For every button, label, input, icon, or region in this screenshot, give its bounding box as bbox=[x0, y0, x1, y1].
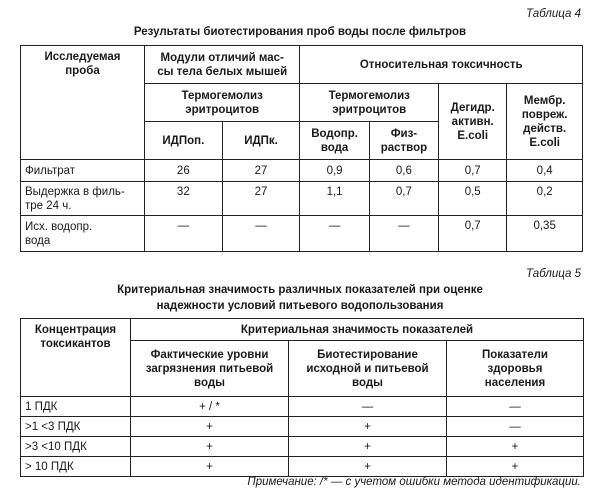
table5-header-actual-levels: Фактические уровни загрязнения питьевой воды bbox=[131, 341, 289, 397]
table4-sample: Выдержка в филь- тре 24 ч. bbox=[21, 182, 145, 216]
table5-note: Примечание: /* — с учетом ошибки метода идентификации. bbox=[247, 476, 581, 488]
table4-header-thermohemolysis-1: Термогемолиз эритроцитов bbox=[144, 84, 299, 122]
table4-cell: 0,7 bbox=[439, 160, 507, 182]
table4-cell: 0,6 bbox=[369, 160, 438, 182]
table-row bbox=[21, 417, 584, 437]
table5-header-concentration: Концентрация токсикантов bbox=[21, 319, 131, 397]
table4-cell: 0,5 bbox=[439, 182, 507, 216]
table4-cell: 0,2 bbox=[507, 182, 583, 216]
table5-cell: + bbox=[289, 437, 447, 457]
table-row bbox=[21, 457, 584, 477]
table5-cell: — bbox=[289, 397, 447, 417]
table4-cell: 0,35 bbox=[507, 216, 583, 252]
table4-header-idp-k: ИДПк. bbox=[222, 122, 300, 160]
table4-cell: 27 bbox=[222, 160, 300, 182]
table4-title: Результаты биотестирования проб воды после фильтров bbox=[133, 26, 467, 38]
table4-cell: 0,9 bbox=[300, 160, 369, 182]
table-row bbox=[21, 182, 583, 216]
table4-header-toxicity: Относительная токсичность bbox=[300, 46, 583, 84]
table5-cell: + / * bbox=[131, 397, 289, 417]
table4-cell: 32 bbox=[144, 182, 222, 216]
table5-cell: + bbox=[131, 457, 289, 477]
table4 bbox=[20, 45, 583, 252]
table5-cell: — bbox=[447, 417, 584, 437]
table4-header-thermohemolysis-2: Термогемолиз эритроцитов bbox=[300, 84, 439, 122]
table4-sample: Исх. водопр. вода bbox=[21, 216, 145, 252]
table5-cell: + bbox=[289, 457, 447, 477]
table4-cell: — bbox=[144, 216, 222, 252]
table4-cell: 1,1 bbox=[300, 182, 369, 216]
table5-cell: + bbox=[131, 437, 289, 457]
table4-cell: 0,7 bbox=[439, 216, 507, 252]
table4-cell: 0,4 bbox=[507, 160, 583, 182]
table5-title: Критериальная значимость различных показателей при оценке надежности условий питьевого водопользования bbox=[117, 284, 483, 312]
table-row bbox=[21, 437, 584, 457]
table4-cell: — bbox=[300, 216, 369, 252]
table5-cell: + bbox=[289, 417, 447, 437]
table-row bbox=[21, 397, 584, 417]
table4-header-membr: Мембр. повреж. действ. E.coli bbox=[507, 84, 583, 160]
table4-header-modules: Модули отличий мас- сы тела белых мышей bbox=[144, 46, 299, 84]
table4-sample: Фильтрат bbox=[21, 160, 145, 182]
table4-number: Таблица 4 bbox=[526, 8, 581, 20]
table5-label: > 10 ПДК bbox=[21, 457, 131, 477]
table-row bbox=[21, 216, 583, 252]
table4-cell: 0,7 bbox=[369, 182, 438, 216]
table5-label: >3 <10 ПДК bbox=[21, 437, 131, 457]
table4-header-dehydr: Дегидр. активн. E.coli bbox=[439, 84, 507, 160]
table5-header-health: Показатели здоровья населения bbox=[447, 341, 584, 397]
table4-cell: — bbox=[222, 216, 300, 252]
table4-header-saline: Физ- раствор bbox=[369, 122, 438, 160]
table-row bbox=[21, 160, 583, 182]
table4-header-sample: Исследуемая проба bbox=[21, 46, 145, 160]
table5 bbox=[20, 318, 584, 477]
table4-cell: — bbox=[369, 216, 438, 252]
table5-cell: + bbox=[447, 437, 584, 457]
table4-header-idp-pop: ИДПоп. bbox=[144, 122, 222, 160]
table4-cell: 27 bbox=[222, 182, 300, 216]
table4-header-tap-water: Водопр. вода bbox=[300, 122, 369, 160]
table5-cell: — bbox=[447, 397, 584, 417]
table5-cell: + bbox=[447, 457, 584, 477]
table5-cell: + bbox=[131, 417, 289, 437]
table5-number: Таблица 5 bbox=[526, 268, 581, 280]
table5-label: 1 ПДК bbox=[21, 397, 131, 417]
table5-label: >1 <3 ПДК bbox=[21, 417, 131, 437]
table5-header-biotesting: Биотестирование исходной и питьевой воды bbox=[289, 341, 447, 397]
table4-cell: 26 bbox=[144, 160, 222, 182]
table5-header-significance: Критериальная значимость показателей bbox=[131, 319, 584, 341]
